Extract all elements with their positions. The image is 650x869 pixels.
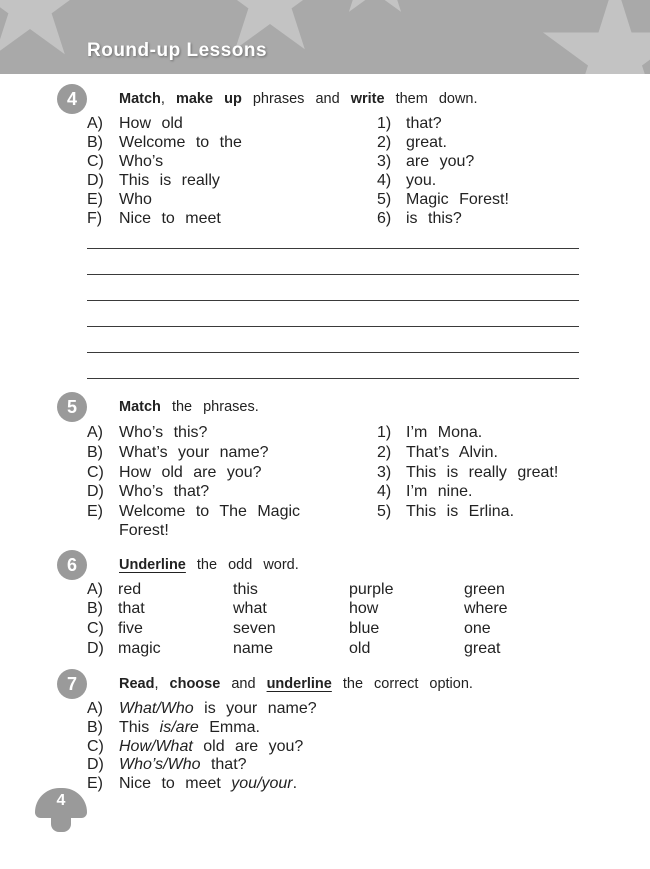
word-option[interactable]: five	[118, 620, 143, 637]
writing-line[interactable]	[87, 352, 579, 353]
option-choice[interactable]: How/What	[119, 738, 193, 755]
word-option[interactable]: this	[233, 581, 258, 598]
word-option[interactable]: great	[464, 640, 501, 657]
page-number: 4	[56, 792, 66, 809]
word-option[interactable]: blue	[349, 620, 380, 637]
exercise-4-instruction: Match, make up phrases and write them down.	[119, 91, 478, 107]
option-choice[interactable]: you/your	[231, 775, 293, 792]
option-choice[interactable]: is/are	[159, 719, 199, 736]
exercise-6-instruction: Underline the odd word.	[119, 557, 299, 573]
writing-line[interactable]	[87, 274, 579, 275]
word-option[interactable]: old	[349, 640, 371, 657]
writing-line[interactable]	[87, 248, 579, 249]
exercise-number-badge: 7	[57, 669, 87, 699]
word-option[interactable]: where	[464, 600, 508, 617]
word-option[interactable]: seven	[233, 620, 276, 637]
exercise-number-badge: 4	[57, 84, 87, 114]
word-option[interactable]: red	[118, 581, 142, 598]
star-decoration	[540, 0, 650, 74]
page-title: Round-up Lessons	[87, 40, 268, 61]
word-option[interactable]: green	[464, 581, 505, 598]
word-option[interactable]: one	[464, 620, 491, 637]
exercise-number-badge: 5	[57, 392, 87, 422]
mushroom-stem	[51, 816, 71, 832]
writing-line[interactable]	[87, 326, 579, 327]
option-choice[interactable]: What/Who	[119, 700, 194, 717]
word-option[interactable]: that	[118, 600, 145, 617]
exercise-5-instruction: Match the phrases.	[119, 399, 259, 415]
word-option[interactable]: magic	[118, 640, 161, 657]
star-decoration	[0, 0, 90, 65]
exercise-7-instruction: Read, choose and underline the correct option.	[119, 676, 473, 692]
writing-line[interactable]	[87, 300, 579, 301]
star-decoration	[330, 0, 420, 20]
word-option[interactable]: how	[349, 600, 379, 617]
page-header	[0, 0, 650, 74]
page-number-mushroom-icon	[35, 788, 87, 836]
word-option[interactable]: purple	[349, 581, 394, 598]
exercise-number-badge: 6	[57, 550, 87, 580]
option-choice[interactable]: Who’s/Who	[119, 756, 201, 773]
word-option[interactable]: what	[233, 600, 267, 617]
word-option[interactable]: name	[233, 640, 274, 657]
writing-line[interactable]	[87, 378, 579, 379]
